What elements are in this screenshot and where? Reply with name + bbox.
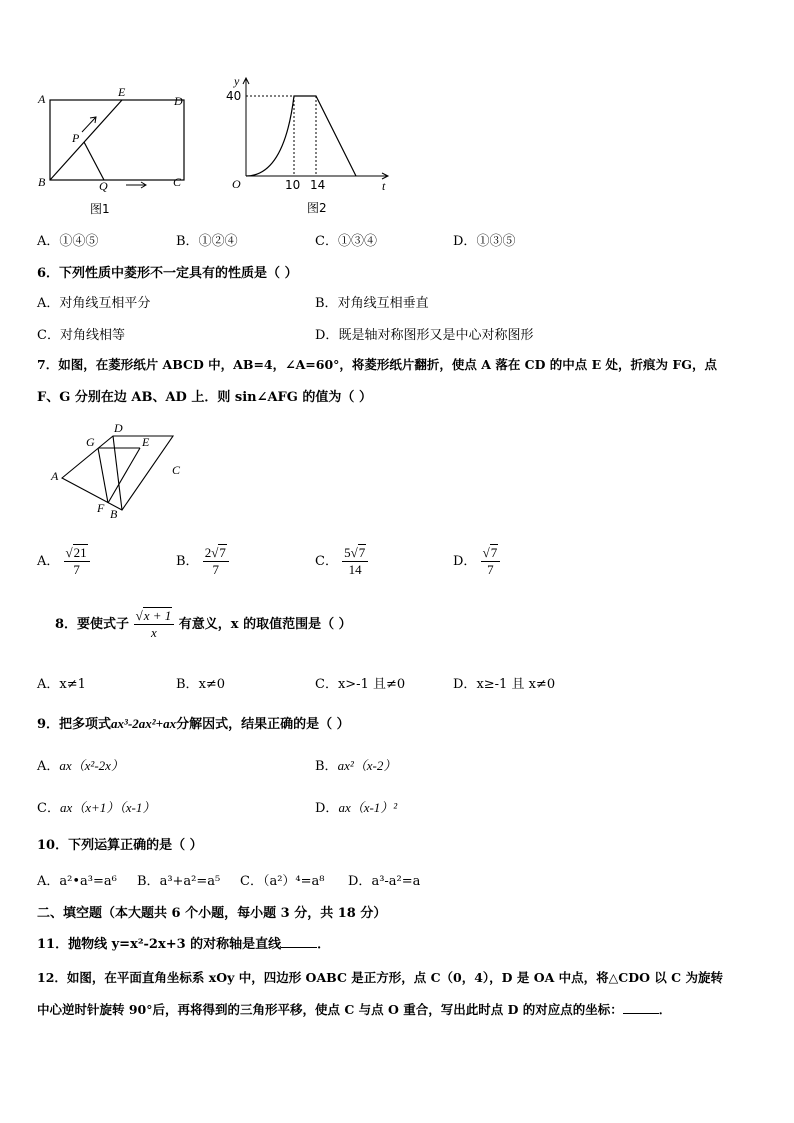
q6-option-a[interactable]: A．对角线互相平分 [37, 296, 151, 311]
arrow-p [82, 117, 96, 132]
curve [246, 96, 356, 176]
q8-option-a[interactable]: A．x≠1 [37, 677, 86, 692]
q9-stem: 9．把多项式ax³-2ax²+ax分解因式，结果正确的是（ ） [37, 716, 350, 732]
label-a: A [51, 469, 59, 483]
label-d: D [114, 421, 123, 435]
label-c: C [172, 463, 181, 477]
label-b: B [38, 175, 46, 189]
q10-option-c[interactable]: C．（a²）⁴=a⁸ [240, 874, 325, 889]
q7-option-d[interactable]: D． $\frac{√7}{7}$ [453, 545, 500, 578]
q12-line1: 12．如图，在平面直角坐标系 xOy 中，四边形 OABC 是正方形，点 C（0，4），D 是 OA 中点，将△CDO 以 C 为旋转 [37, 970, 723, 985]
label-q: Q [99, 179, 108, 193]
q8-option-b[interactable]: B．x≠0 [176, 677, 226, 692]
label-f: F [97, 501, 105, 515]
q6-option-d[interactable]: D．既是轴对称图形又是中心对称图形 [315, 328, 534, 343]
label-c: C [173, 175, 182, 189]
q7-option-a[interactable]: A． $\frac{√21}{7}$ [37, 545, 90, 578]
label-p: P [72, 131, 80, 145]
q11-stem: 11．抛物线 y=x²-2x+3 的对称轴是直线 ． [37, 937, 331, 952]
q6-option-c[interactable]: C．对角线相等 [37, 328, 125, 343]
q7-stem-line1: 7．如图，在菱形纸片 ABCD 中，AB=4，∠A=60°，将菱形纸片翻折，使点 A 落在 CD 的中点 E 处，折痕为 FG，点 [37, 357, 717, 372]
q8-stem: 8．要使式子 $\frac{√x + 1}{x}$ 有意义，x 的取值范围是（ ） [55, 608, 352, 640]
line-be [50, 100, 122, 180]
label-10: 10 [285, 178, 301, 192]
q5-option-c[interactable]: C．①③④ [315, 234, 377, 249]
figure-2 [222, 72, 397, 217]
q10-option-a[interactable]: A．a²•a³=a⁶ [37, 874, 117, 889]
q10-option-d[interactable]: D．a³-a²=a [348, 874, 421, 889]
label-40: 40 [226, 89, 242, 103]
label-e: E [118, 85, 126, 99]
q8-option-d[interactable]: D．x≥-1 且 x≠0 [453, 677, 556, 692]
label-a: A [38, 92, 46, 106]
q8-option-c[interactable]: C．x>-1 且≠0 [315, 677, 406, 692]
label-b: B [110, 507, 118, 521]
figure-rhombus [48, 418, 198, 523]
q9-option-b[interactable]: B．ax²（x-2） [315, 758, 397, 774]
q6-option-b[interactable]: B．对角线互相垂直 [315, 296, 429, 311]
figure-2-caption: 图2 [307, 201, 327, 215]
q10-stem: 10．下列运算正确的是（ ） [37, 838, 203, 853]
q7-stem-line2: F、G 分别在边 AB、AD 上．则 sin∠AFG 的值为（ ） [37, 390, 372, 405]
q9-option-d[interactable]: D．ax（x-1）² [315, 800, 398, 816]
q12-blank[interactable] [623, 1001, 659, 1014]
q12-line2: 中心逆时针旋转 90°后，再将得到的三角形平移，使点 C 与点 O 重合，写出此时点 D 的对应点的坐标： ． [37, 1002, 672, 1017]
q5-option-b[interactable]: B．①②④ [176, 234, 238, 249]
q5-option-a[interactable]: A．①④⑤ [37, 234, 99, 249]
label-t: t [382, 179, 386, 193]
label-14: 14 [310, 178, 326, 192]
label-e: E [142, 435, 150, 449]
rectangle-abcd [50, 100, 184, 180]
label-origin: O [232, 177, 241, 191]
line-pq [84, 142, 104, 180]
q11-blank[interactable] [281, 935, 317, 948]
q7-option-b[interactable]: B． $\frac{2√7}{7}$ [176, 545, 229, 578]
q9-option-a[interactable]: A．ax（x²-2x） [37, 758, 124, 774]
label-d: D [174, 94, 183, 108]
q7-option-c[interactable]: C． $\frac{5√7}{14}$ [315, 545, 368, 578]
q6-stem: 6．下列性质中菱形不一定具有的性质是（ ） [37, 266, 298, 281]
q5-option-d[interactable]: D．①③⑤ [453, 234, 516, 249]
figure-1 [34, 82, 204, 217]
q9-option-c[interactable]: C．ax（x+1）（x-1） [37, 800, 156, 816]
section-2-heading: 二、填空题（本大题共 6 个小题，每小题 3 分，共 18 分） [37, 906, 387, 921]
label-g: G [86, 435, 95, 449]
label-y: y [234, 74, 240, 88]
figure-1-caption: 图1 [90, 202, 110, 216]
q10-option-b[interactable]: B．a³+a²=a⁵ [137, 874, 221, 889]
